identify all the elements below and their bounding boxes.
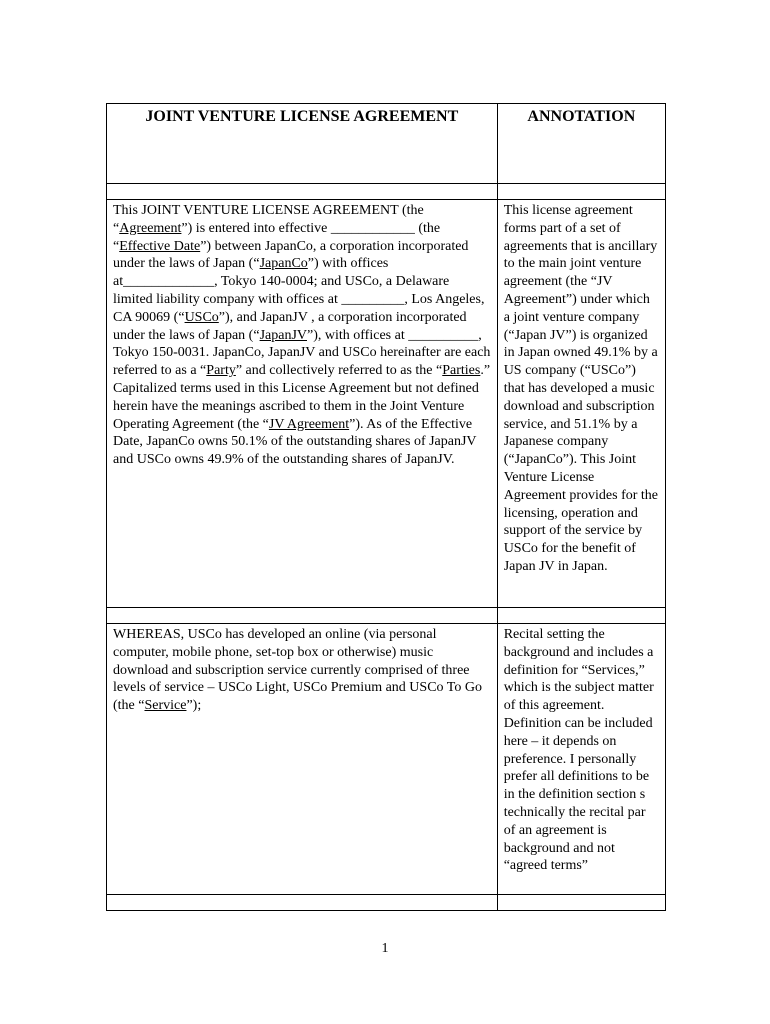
header-right-cell — [497, 104, 665, 184]
document-title: JOINT VENTURE LICENSE AGREEMENT — [145, 108, 459, 125]
defined-term-party: Party — [206, 363, 236, 379]
defined-term-parties: Parties — [442, 363, 481, 379]
agreement-table — [106, 103, 666, 911]
spacer-cell-left — [107, 608, 498, 624]
spacer-cell-left — [107, 895, 498, 911]
recital-annotation: Recital setting the background and includes a definition for “Services,” which is the subject matter of this agreement. Definition can be included here – it depends on preference. I personally prefer all definitions to be in the definition section s technically the recital par of an agreement is background and not “agreed terms” — [497, 624, 665, 895]
spacer-row — [107, 608, 666, 624]
page-number: 1 — [381, 941, 389, 956]
spacer-row — [107, 895, 666, 911]
annotation-heading: ANNOTATION — [527, 108, 636, 125]
defined-term-effective-date: Effective Date — [119, 238, 201, 254]
header-row — [107, 104, 666, 184]
preamble-annotation: This license agreement forms part of a set of agreements that is ancillary to the main joint venture agreement (the “JV Agreement”) under which a joint venture company (“Japan JV”) is organized in Japan owned 49.1% by a US company (“USCo”) that has developed a music download and subscription service, and 51.1% by a Japanese company (“JapanCo”). This Joint Venture License Agreement provides for the licensing, operation and support of the service by USCo for the benefit of Japan JV in Japan. — [497, 200, 665, 608]
defined-term-agreement: Agreement — [119, 220, 182, 236]
spacer-cell-left — [107, 184, 498, 200]
defined-term-usco: USCo — [184, 309, 219, 325]
preamble-row — [107, 200, 666, 608]
preamble-text: This JOINT VENTURE LICENSE AGREEMENT (the “Agreement”) is entered into effective ____________ (the “Effective Date”) between JapanCo, a corporation incorporated under the laws of Japan (“JapanCo”) with offices at_____________, Tokyo 140-0004; and USCo, a Delaware limited liability company with offices at _________, Los Angeles, CA 90069 (“USCo”), and JapanJV , a corporation incorporated under the laws of Japan (“JapanJV”), with offices at __________, Tokyo 150-0031. JapanCo, JapanJV and USCo hereinafter are each referred to as a “Party” and collectively referred to as the “Parties.” Capitalized terms used in this License Agreement but not defined herein have the meanings ascribed to them in the Joint Venture Operating Agreement (the “JV Agreement”). As of the Effective Date, JapanCo owns 50.1% of the outstanding shares of JapanJV and USCo owns 49.9% of the outstanding shares of JapanJV. — [107, 200, 498, 608]
recital-row — [107, 624, 666, 895]
header-left-cell — [107, 104, 498, 184]
spacer-row — [107, 184, 666, 200]
spacer-cell-right — [497, 184, 665, 200]
spacer-cell-right — [497, 895, 665, 911]
defined-term-japanjv: JapanJV — [259, 327, 307, 343]
spacer-cell-right — [497, 608, 665, 624]
defined-term-jv-agreement: JV Agreement — [268, 416, 350, 432]
recital-text: WHEREAS, USCo has developed an online (via personal computer, mobile phone, set-top box or otherwise) music download and subscription service currently comprised of three levels of service – USCo Light, USCo Premium and USCo To Go (the “Service”); — [107, 624, 498, 895]
defined-term-service: Service — [144, 698, 187, 714]
defined-term-japanco: JapanCo — [259, 256, 308, 272]
